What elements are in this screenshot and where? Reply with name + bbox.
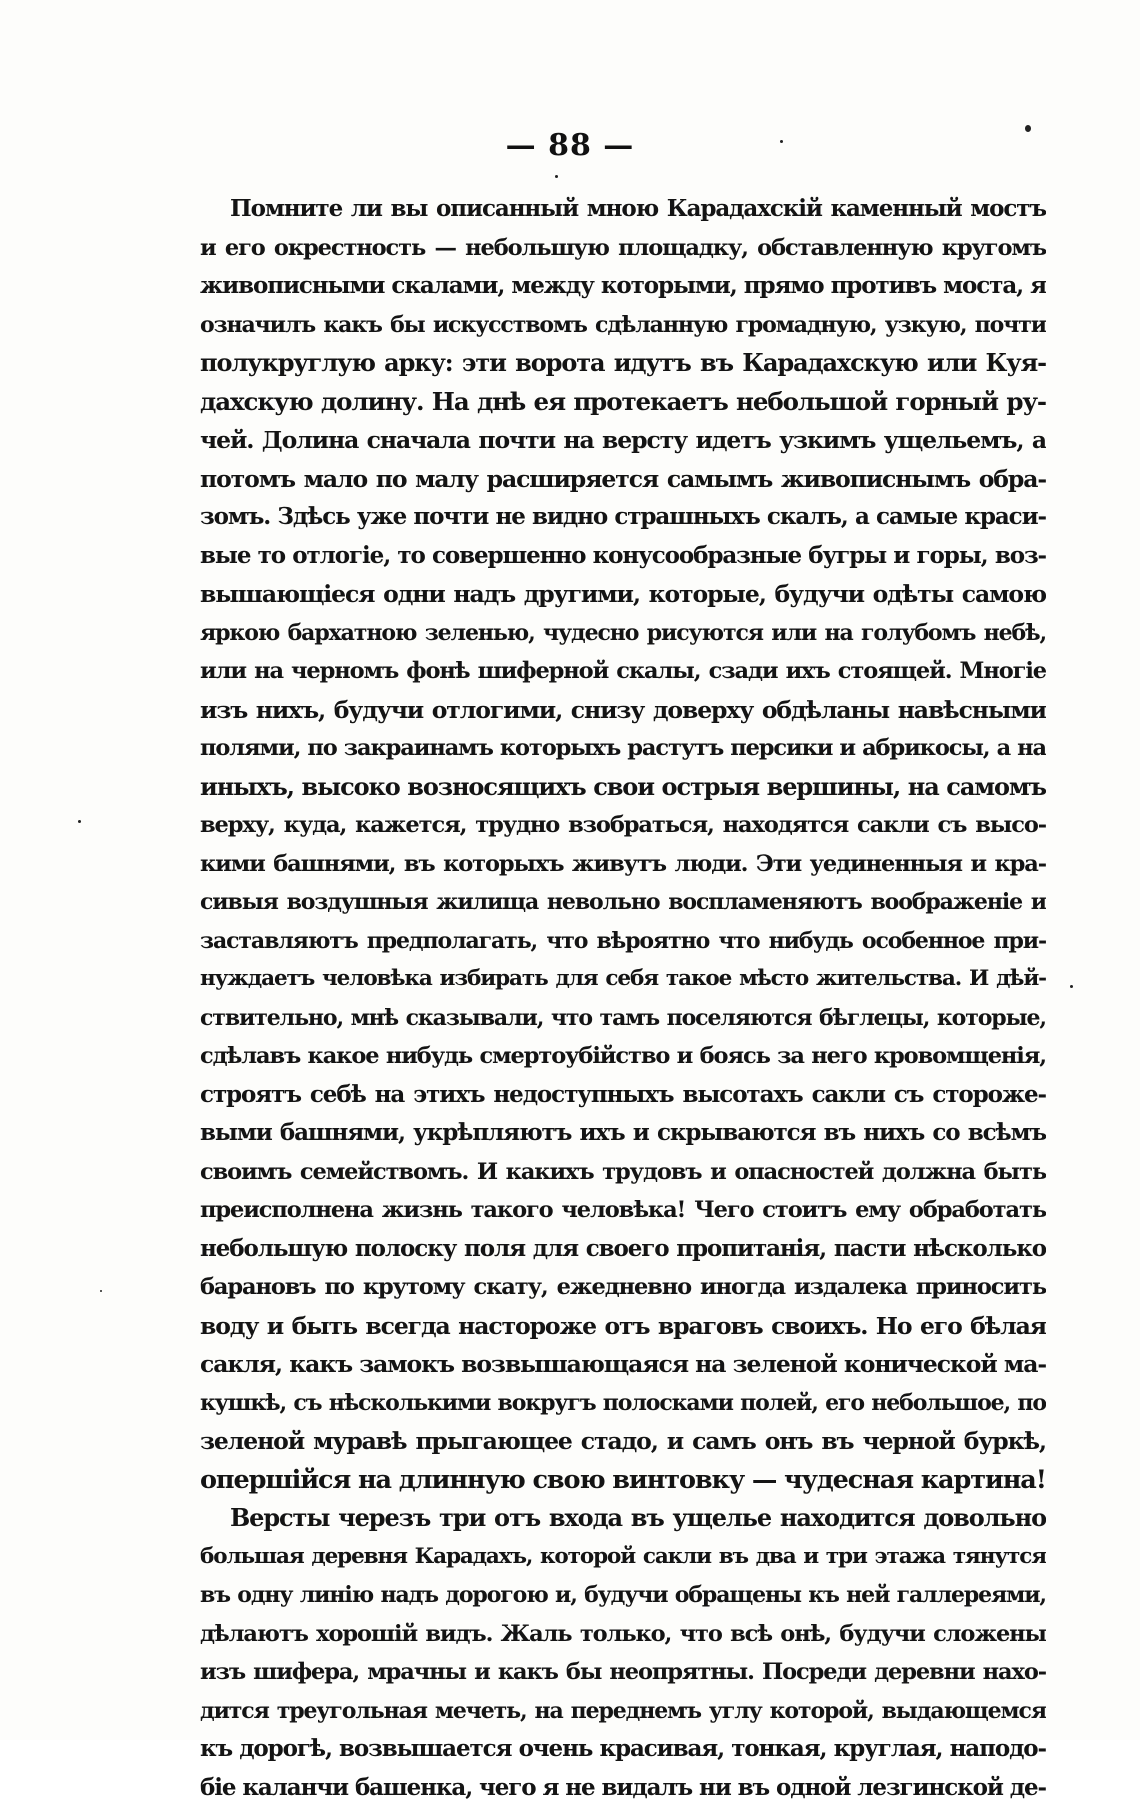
text-line: сакля, какъ замокъ возвышающаяся на зеленой конической ма- xyxy=(200,1345,1046,1384)
text-line: дахскую долину. На днѣ ея протекаетъ небольшой горный ру- xyxy=(200,383,1046,422)
text-line: сдѣлавъ какое нибудь смертоубійство и боясь за него кровомщенія, xyxy=(200,1037,1046,1076)
text-line: ствительно, мнѣ сказывали, что тамъ поселяются бѣглецы, которые, xyxy=(200,999,1046,1038)
text-line: дѣлаютъ хорошій видъ. Жаль только, что всѣ онѣ, будучи сложены xyxy=(200,1615,1046,1654)
text-line: строятъ себѣ на этихъ недоступныхъ высотахъ сакли съ стороже- xyxy=(200,1076,1046,1115)
text-line: небольшую полоску поля для своего пропитанія, пасти нѣсколько xyxy=(200,1230,1046,1269)
text-line: изъ нихъ, будучи отлогими, снизу доверху обдѣланы навѣсными xyxy=(200,691,1046,730)
text-line: полями, по закраинамъ которыхъ растутъ персики и абрикосы, а на xyxy=(200,729,1046,768)
text-line: или на черномъ фонѣ шиферной скалы, сзади ихъ стоящей. Многіе xyxy=(200,652,1046,691)
text-line: большая деревня Карадахъ, которой сакли въ два и три этажа тянутся xyxy=(200,1538,1046,1577)
text-line: зомъ. Здѣсь уже почти не видно страшныхъ скалъ, а самые краси- xyxy=(200,498,1046,537)
text-line: и его окрестность — небольшую площадку, обставленную кругомъ xyxy=(200,229,1046,268)
text-line: означилъ какъ бы искусствомъ сдѣланную громадную, узкую, почти xyxy=(200,306,1046,345)
text-line: сивыя воздушныя жилища невольно воспламеняютъ воображеніе и xyxy=(200,883,1046,922)
text-line: кушкѣ, съ нѣсколькими вокругъ полосками полей, его небольшое, по xyxy=(200,1384,1046,1423)
text-line: иныхъ, высоко возносящихъ свои острыя вершины, на самомъ xyxy=(200,768,1046,807)
text-line: воду и быть всегда настороже отъ враговъ своихъ. Но его бѣлая xyxy=(200,1307,1046,1346)
scan-speck xyxy=(1070,985,1073,988)
text-line: Помните ли вы описанный мною Карадахскій каменный мостъ xyxy=(200,190,1046,229)
text-line: опершійся на длинную свою винтовку — чудесная картина! xyxy=(200,1461,1046,1500)
scan-speck xyxy=(780,140,783,143)
text-line: преисполнена жизнь такого человѣка! Чего стоитъ ему обработать xyxy=(200,1191,1046,1230)
text-line: барановъ по крутому скату, ежедневно иногда издалека приносить xyxy=(200,1268,1046,1307)
scan-speck xyxy=(555,175,558,178)
text-line: яркою бархатною зеленью, чудесно рисуются или на голубомъ небѣ, xyxy=(200,614,1046,653)
text-line: Версты черезъ три отъ входа въ ущелье находится довольно xyxy=(200,1499,1046,1538)
text-line: своимъ семействомъ. И какихъ трудовъ и опасностей должна быть xyxy=(200,1153,1046,1192)
text-line: выми башнями, укрѣпляютъ ихъ и скрываются въ нихъ со всѣмъ xyxy=(200,1114,1046,1153)
page-number: — 88 — xyxy=(0,128,1140,163)
text-line: кими башнями, въ которыхъ живутъ люди. Эти уединенныя и кра- xyxy=(200,845,1046,884)
scan-speck xyxy=(78,820,81,823)
text-line: зеленой муравѣ прыгающее стадо, и самъ онъ въ черной буркѣ, xyxy=(200,1422,1046,1461)
text-line: вышающіеся одни надъ другими, которые, будучи одѣты самою xyxy=(200,575,1046,614)
text-line: въ одну линію надъ дорогою и, будучи обращены къ ней галлереями, xyxy=(200,1576,1046,1615)
text-line: чей. Долина сначала почти на версту идетъ узкимъ ущельемъ, а xyxy=(200,421,1046,460)
text-line: біе каланчи башенка, чего я не видалъ ни въ одной лезгинской де- xyxy=(200,1769,1046,1807)
text-line: изъ шифера, мрачны и какъ бы неопрятны. Посреди деревни нахо- xyxy=(200,1653,1046,1692)
text-line: дится треугольная мечеть, на переднемъ углу которой, выдающемся xyxy=(200,1692,1046,1731)
scan-speck xyxy=(1025,125,1031,132)
text-line: заставляютъ предполагать, что вѣроятно что нибудь особенное при- xyxy=(200,922,1046,961)
text-line: полукруглую арку: эти ворота идутъ въ Карадахскую или Куя- xyxy=(200,344,1046,383)
body-text xyxy=(200,190,1046,1807)
text-line: потомъ мало по малу расширяется самымъ живописнымъ обра- xyxy=(200,460,1046,499)
text-line: верху, куда, кажется, трудно взобраться, находятся сакли съ высо- xyxy=(200,806,1046,845)
text-line: живописными скалами, между которыми, прямо противъ моста, я xyxy=(200,267,1046,306)
text-line: вые то отлогіе, то совершенно конусообразные бугры и горы, воз- xyxy=(200,537,1046,576)
text-line: къ дорогѣ, возвышается очень красивая, тонкая, круглая, наподо- xyxy=(200,1730,1046,1769)
text-line: нуждаетъ человѣка избирать для себя такое мѣсто жительства. И дѣй- xyxy=(200,960,1046,999)
scan-speck xyxy=(100,1290,102,1292)
